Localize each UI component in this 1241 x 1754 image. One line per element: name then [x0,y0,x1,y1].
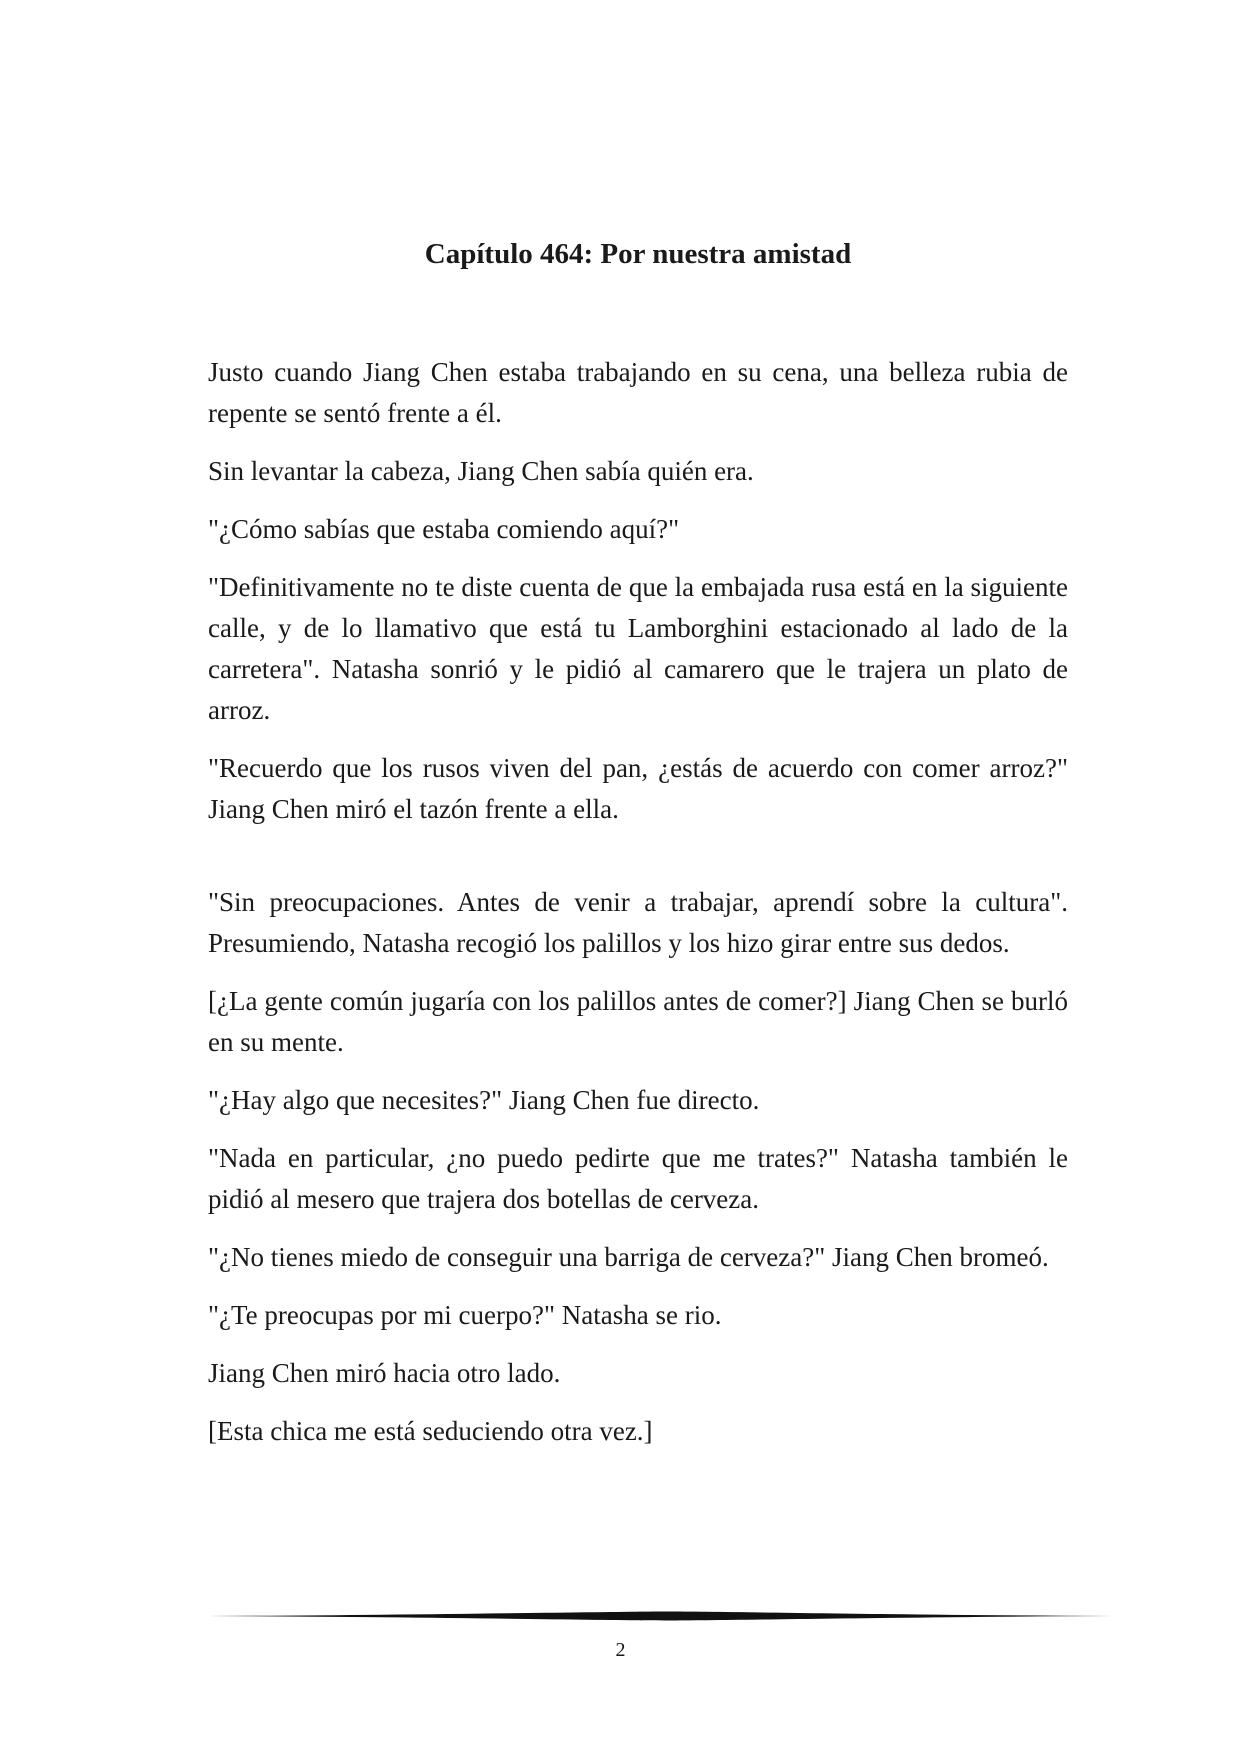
page-number: 2 [615,1639,626,1661]
paragraph: Jiang Chen miró hacia otro lado. [208,1358,561,1388]
paragraph: "¿No tienes miedo de conseguir una barriga de cerveza?" Jiang Chen bromeó. [208,1242,1049,1272]
paragraph: "Recuerdo que los rusos viven del pan, ¿estás de acuerdo con comer arroz?" Jiang Chen miró el tazón frente a ella. [208,753,1068,824]
paragraph: [¿La gente común jugaría con los palillos antes de comer?] Jiang Chen se burló en su mente. [208,986,1068,1057]
paragraph: "¿Te preocupas por mi cuerpo?" Natasha se rio. [208,1300,722,1330]
paragraph: "Sin preocupaciones. Antes de venir a trabajar, aprendí sobre la cultura". Presumiendo, Natasha recogió los palillos y los hizo girar entre sus dedos. [208,887,1068,958]
paragraph: "Definitivamente no te diste cuenta de que la embajada rusa está en la siguiente calle, y de lo llamativo que está tu Lamborghini estacionado al lado de la carretera". Natasha sonrió y le pidió al camarero que le trajera un plato de arroz. [208,572,1068,725]
chapter-title: Capítulo 464: Por nuestra amistad [424,238,852,270]
paragraph: [Esta chica me está seduciendo otra vez.] [208,1416,653,1446]
paragraph: Justo cuando Jiang Chen estaba trabajando en su cena, una belleza rubia de repente se sentó frente a él. [208,357,1068,428]
paragraph: "¿Hay algo que necesites?" Jiang Chen fue directo. [208,1085,760,1115]
footer-divider [208,1610,1114,1622]
paragraph: "¿Cómo sabías que estaba comiendo aquí?" [208,514,680,544]
chapter-body [208,352,1068,1469]
paragraph: Sin levantar la cabeza, Jiang Chen sabía quién era. [208,456,754,486]
paragraph: "Nada en particular, ¿no puedo pedirte que me trates?" Natasha también le pidió al mesero que trajera dos botellas de cerveza. [208,1143,1068,1214]
